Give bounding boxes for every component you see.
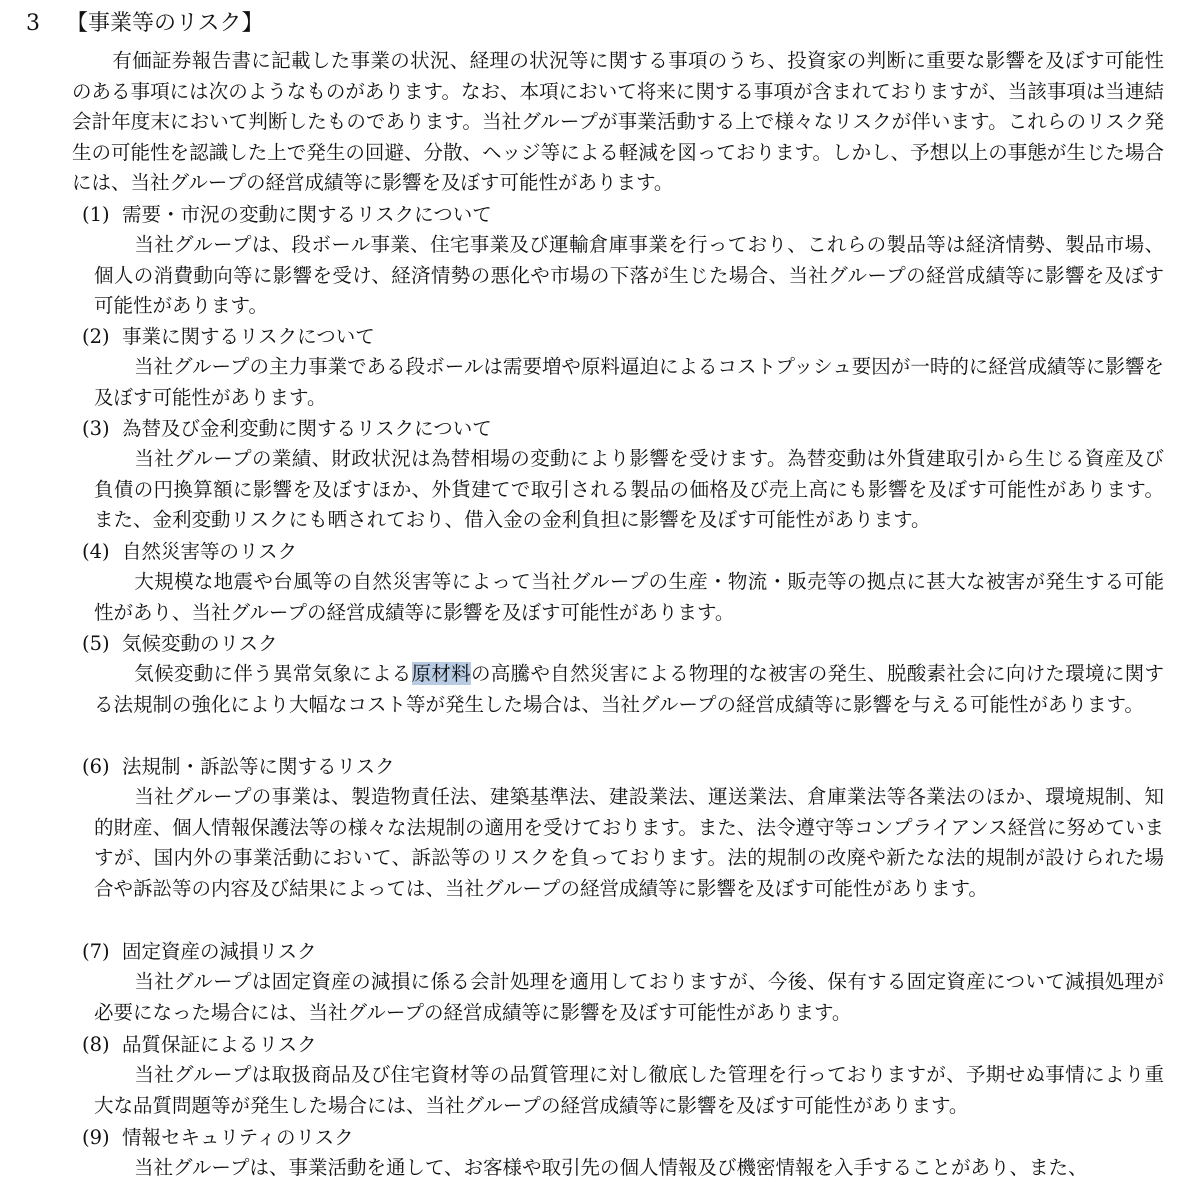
risk-item-title: 為替及び金利変動に関するリスクについて [122, 417, 492, 440]
section-intro-paragraph [72, 46, 1164, 199]
risk-item-heading-6 [82, 752, 395, 782]
risk-item-title: 気候変動のリスク [122, 632, 278, 655]
risk-item-body-3 [94, 444, 1164, 536]
risk-item-heading-8 [82, 1030, 317, 1060]
risk-item-body-6 [94, 782, 1164, 904]
risk-item-title: 法規制・訴訟等に関するリスク [122, 755, 395, 778]
risk-item-body-text: 当社グループは取扱商品及び住宅資材等の品質管理に対し徹底した管理を行っておりますが、予期せぬ事情により重大な品質問題等が発生した場合には、当社グループの経営成績等に影響を及ぼす可能性があります。 [94, 1063, 1164, 1117]
risk-item-title: 自然災害等のリスク [122, 540, 298, 563]
risk-item-body-text: 当社グループの事業は、製造物責任法、建築基準法、建設業法、運送業法、倉庫業法等各業法のほか、環境規制、知的財産、個人情報保護法等の様々な法規制の適用を受けております。また、法令遵守等コンプライアンス経営に努めていますが、国内外の事業活動において、訴訟等のリスクを負っております。法的規制の改廃や新たな法的規制が設けられた場合や訴訟等の内容及び結果によっては、当社グループの経営成績等に影響を及ぼす可能性があります。 [94, 785, 1164, 900]
risk-item-heading-4 [82, 537, 297, 567]
risk-item-body-text: 当社グループは固定資産の減損に係る会計処理を適用しておりますが、今後、保有する固定資産について減損処理が必要になった場合には、当社グループの経営成績等に影響を及ぼす可能性があります。 [94, 970, 1164, 1024]
risk-item-heading-5 [82, 629, 278, 659]
risk-item-number: (1) [82, 203, 110, 226]
risk-item-body-8 [94, 1060, 1164, 1121]
risk-item-body-text: 当社グループの業績、財政状況は為替相場の変動により影響を受けます。為替変動は外貨建取引から生じる資産及び負債の円換算額に影響を及ぼすほか、外貨建てで取引される製品の価格及び売上高にも影響を及ぼす可能性があります。また、金利変動リスクにも晒されており、借入金の金利負担に影響を及ぼす可能性があります。 [94, 447, 1164, 532]
risk-item-body-1 [94, 230, 1164, 322]
risk-item-number: (5) [82, 632, 110, 655]
risk-item-title: 固定資産の減損リスク [122, 940, 317, 963]
risk-item-title: 品質保証によるリスク [122, 1033, 317, 1056]
risk-item-number: (2) [82, 325, 110, 348]
risk-item-number: (7) [82, 940, 110, 963]
risk-item-number: (4) [82, 540, 110, 563]
section-number: 3 [26, 11, 40, 36]
risk-item-body-text: の高騰や自然災害による物理的な被害の発生、脱酸素社会に向けた環境に関する法規制の強化により大幅なコスト等が発生した場合は、当社グループの経営成績等に影響を与える可能性があります。 [94, 662, 1164, 716]
risk-item-body-text: 当社グループの主力事業である段ボールは需要増や原料逼迫によるコストプッシュ要因が一時的に経営成績等に影響を及ぼす可能性があります。 [94, 355, 1164, 409]
risk-item-body-9 [94, 1153, 1164, 1184]
risk-item-body-text: 当社グループは、事業活動を通して、お客様や取引先の個人情報及び機密情報を入手することがあり、また、 [134, 1156, 1088, 1179]
risk-item-heading-7 [82, 937, 317, 967]
risk-item-number: (3) [82, 417, 110, 440]
risk-item-body-5 [94, 659, 1164, 720]
risk-item-title: 事業に関するリスクについて [122, 325, 375, 348]
risk-item-heading-2 [82, 322, 375, 352]
risk-item-number: (8) [82, 1033, 110, 1056]
section-title: 【事業等のリスク】 [66, 11, 264, 36]
risk-item-heading-1 [82, 200, 492, 230]
risk-item-body-2 [94, 352, 1164, 413]
risk-item-heading-3 [82, 414, 492, 444]
risk-item-body-text: 大規模な地震や台風等の自然災害等によって当社グループの生産・物流・販売等の拠点に甚大な被害が発生する可能性があり、当社グループの経営成績等に影響を及ぼす可能性があります。 [94, 570, 1164, 624]
risk-item-body-text: 当社グループは、段ボール事業、住宅事業及び運輸倉庫事業を行っており、これらの製品等は経済情勢、製品市場、個人の消費動向等に影響を受け、経済情勢の悪化や市場の下落が生じた場合、当社グループの経営成績等に影響を及ぼす可能性があります。 [94, 233, 1164, 318]
risk-item-number: (9) [82, 1126, 110, 1149]
highlighted-selection[interactable]: 原材料 [411, 662, 472, 685]
section-intro-text: 有価証券報告書に記載した事業の状況、経理の状況等に関する事項のうち、投資家の判断に重要な影響を及ぼす可能性のある事項には次のようなものがあります。なお、本項において将来に関する事項が含まれておりますが、当該事項は当連結会計年度末において判断したものであります。当社グループが事業活動する上で様々なリスクが伴います。これらのリスク発生の可能性を認識した上で発生の回避、分散、ヘッジ等による軽減を図っております。しかし、予想以上の事態が生じた場合には、当社グループの経営成績等に影響を及ぼす可能性があります。 [72, 49, 1164, 195]
risk-item-heading-9 [82, 1123, 354, 1153]
section-heading [26, 4, 264, 44]
risk-item-body-7 [94, 967, 1164, 1028]
risk-item-number: (6) [82, 755, 110, 778]
risk-item-body-4 [94, 567, 1164, 628]
risk-item-title: 需要・市況の変動に関するリスクについて [122, 203, 492, 226]
risk-item-title: 情報セキュリティのリスク [122, 1126, 354, 1149]
risk-item-body-text: 気候変動に伴う異常気象による [134, 662, 412, 685]
